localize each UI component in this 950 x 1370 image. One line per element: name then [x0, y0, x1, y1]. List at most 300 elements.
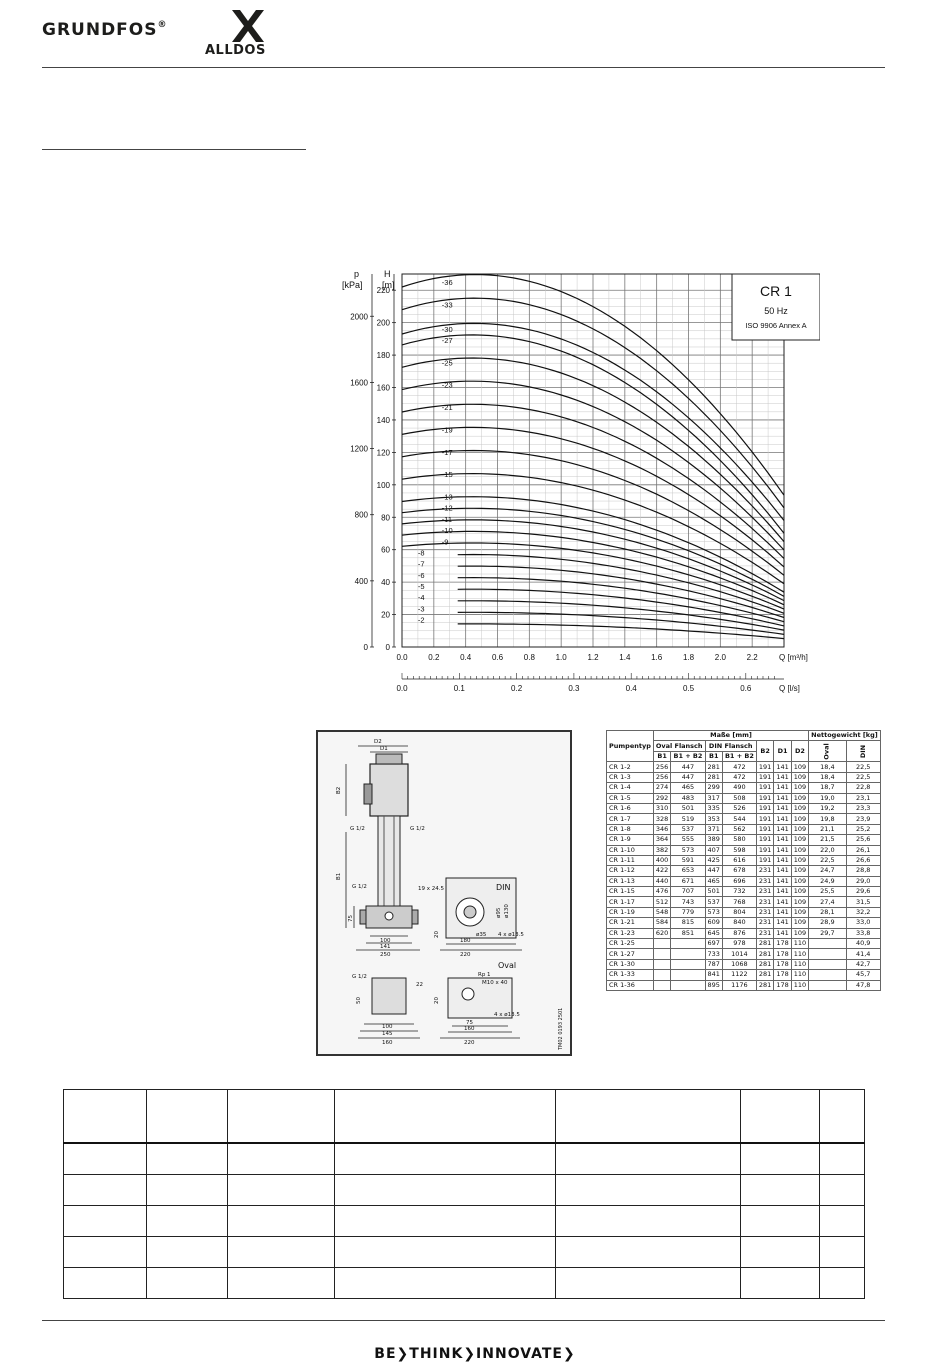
value-cell: 292	[653, 793, 671, 803]
svg-text:100: 100	[382, 1024, 393, 1030]
svg-text:D2: D2	[374, 739, 382, 745]
value-cell: 787	[705, 959, 722, 969]
value-cell: 45,7	[846, 970, 880, 980]
col-oval-b1: B1	[653, 751, 671, 762]
h-tick-label: 200	[376, 318, 390, 328]
value-cell: 490	[722, 783, 756, 793]
h-axis-label: H	[384, 269, 391, 279]
h-axis-unit: [m]	[382, 280, 395, 290]
col-d1: D1	[774, 741, 791, 762]
value-cell: 508	[722, 793, 756, 803]
value-cell: 24,9	[809, 876, 846, 886]
value-cell: 141	[774, 835, 791, 845]
pump-type-cell: CR 1-2	[607, 762, 654, 772]
value-cell	[671, 970, 705, 980]
value-cell: 573	[671, 845, 705, 855]
value-cell: 109	[791, 866, 808, 876]
series-label-12: -12	[441, 503, 453, 513]
svg-text:20: 20	[434, 997, 440, 1004]
value-cell: 804	[722, 907, 756, 917]
value-cell: 191	[756, 772, 773, 782]
x2-tick-label: 0.0	[396, 684, 408, 693]
p-tick-label: 2000	[350, 312, 368, 322]
value-cell: 609	[705, 918, 722, 928]
svg-text:141: 141	[380, 944, 391, 950]
value-cell: 616	[722, 855, 756, 865]
value-cell	[671, 949, 705, 959]
value-cell: 281	[756, 949, 773, 959]
chart-subtitle: 50 Hz	[764, 306, 788, 316]
svg-text:160: 160	[382, 1040, 393, 1046]
dimensions-table	[606, 730, 881, 991]
series-label-3: -3	[417, 604, 425, 614]
value-cell: 335	[705, 803, 722, 813]
value-cell: 31,5	[846, 897, 880, 907]
series-label-5: -5	[417, 582, 425, 592]
value-cell: 25,5	[809, 887, 846, 897]
value-cell: 109	[791, 897, 808, 907]
h-tick-label: 140	[376, 415, 390, 425]
value-cell: 876	[722, 928, 756, 938]
value-cell: 256	[653, 762, 671, 772]
value-cell: 281	[756, 980, 773, 990]
table-row	[607, 949, 881, 959]
value-cell: 141	[774, 783, 791, 793]
footer-rule	[42, 1320, 885, 1321]
value-cell: 109	[791, 835, 808, 845]
svg-text:G 1/2: G 1/2	[352, 884, 367, 890]
svg-text:75: 75	[348, 915, 354, 922]
value-cell: 19,2	[809, 803, 846, 813]
value-cell: 109	[791, 887, 808, 897]
svg-text:ø35: ø35	[476, 932, 487, 938]
value-cell: 41,4	[846, 949, 880, 959]
empty-grid-table	[63, 1089, 865, 1299]
table-row	[607, 939, 881, 949]
value-cell: 110	[791, 939, 808, 949]
col-net-weight: Nettogewicht [kg]	[809, 731, 881, 741]
pump-type-cell: CR 1-9	[607, 835, 654, 845]
value-cell: 32,2	[846, 907, 880, 917]
slogan-be: BE	[374, 1346, 397, 1362]
brand-logo	[42, 20, 168, 40]
value-cell: 519	[671, 814, 705, 824]
value-cell: 400	[653, 855, 671, 865]
value-cell: 47,8	[846, 980, 880, 990]
series-label-19: -19	[441, 425, 453, 435]
value-cell: 27,4	[809, 897, 846, 907]
value-cell: 141	[774, 928, 791, 938]
value-cell: 425	[705, 855, 722, 865]
value-cell: 141	[774, 855, 791, 865]
value-cell: 109	[791, 824, 808, 834]
value-cell	[653, 949, 671, 959]
value-cell: 42,7	[846, 959, 880, 969]
svg-text:180: 180	[460, 938, 471, 944]
value-cell: 109	[791, 814, 808, 824]
svg-text:G 1/2: G 1/2	[352, 974, 367, 980]
value-cell: 231	[756, 907, 773, 917]
svg-text:ø95: ø95	[496, 907, 502, 918]
value-cell: 141	[774, 866, 791, 876]
value-cell: 28,1	[809, 907, 846, 917]
value-cell: 141	[774, 918, 791, 928]
table-row	[607, 918, 881, 928]
value-cell: 110	[791, 959, 808, 969]
x-tick-label: 0.4	[460, 653, 472, 662]
x-tick-label: 2.0	[714, 653, 726, 662]
value-cell: 328	[653, 814, 671, 824]
value-cell	[671, 980, 705, 990]
section-rule	[42, 149, 306, 150]
value-cell: 19,8	[809, 814, 846, 824]
dimension-drawing	[316, 730, 572, 1056]
value-cell: 141	[774, 803, 791, 813]
svg-text:DIN: DIN	[496, 883, 511, 892]
value-cell: 141	[774, 814, 791, 824]
table-row	[607, 855, 881, 865]
svg-text:22: 22	[416, 982, 423, 988]
slogan-innovate: INNOVATE	[476, 1346, 563, 1362]
value-cell: 483	[671, 793, 705, 803]
table-row	[607, 783, 881, 793]
value-cell: 281	[705, 762, 722, 772]
value-cell: 779	[671, 907, 705, 917]
table-row	[607, 959, 881, 969]
value-cell: 22,5	[846, 772, 880, 782]
value-cell: 21,5	[809, 835, 846, 845]
pump-type-cell: CR 1-4	[607, 783, 654, 793]
value-cell: 440	[653, 876, 671, 886]
value-cell: 191	[756, 855, 773, 865]
p-axis-unit: [kPa]	[342, 280, 363, 290]
x-axis-label: Q [m³/h]	[779, 653, 808, 662]
value-cell: 598	[722, 845, 756, 855]
series-label-13: -13	[441, 492, 453, 502]
value-cell: 178	[774, 970, 791, 980]
h-tick-label: 0	[385, 643, 390, 652]
value-cell: 109	[791, 928, 808, 938]
motor-fan-cover	[376, 754, 402, 764]
value-cell: 768	[722, 897, 756, 907]
value-cell: 620	[653, 928, 671, 938]
value-cell: 109	[791, 803, 808, 813]
value-cell: 109	[791, 876, 808, 886]
value-cell: 840	[722, 918, 756, 928]
series-label-11: -11	[441, 514, 453, 524]
value-cell: 18,7	[809, 783, 846, 793]
svg-text:20: 20	[434, 931, 440, 938]
pump-type-cell: CR 1-25	[607, 939, 654, 949]
value-cell: 671	[671, 876, 705, 886]
pump-type-cell: CR 1-3	[607, 772, 654, 782]
value-cell	[671, 959, 705, 969]
svg-text:160: 160	[464, 1026, 475, 1032]
table-row	[607, 762, 881, 772]
x-tick-label: 1.6	[651, 653, 663, 662]
value-cell: 141	[774, 907, 791, 917]
value-cell: 584	[653, 918, 671, 928]
value-cell: 678	[722, 866, 756, 876]
col-b2: B2	[756, 741, 773, 762]
oval-side-view	[372, 978, 406, 1014]
svg-text:250: 250	[380, 952, 391, 958]
p-tick-label: 1200	[350, 444, 368, 454]
pump-type-cell: CR 1-13	[607, 876, 654, 886]
value-cell: 109	[791, 793, 808, 803]
col-oval: Oval	[809, 741, 846, 762]
value-cell: 895	[705, 980, 722, 990]
value-cell: 29,7	[809, 928, 846, 938]
value-cell: 346	[653, 824, 671, 834]
series-label-36: -36	[441, 277, 453, 287]
value-cell: 40,9	[846, 939, 880, 949]
value-cell: 231	[756, 866, 773, 876]
value-cell: 110	[791, 970, 808, 980]
value-cell: 389	[705, 835, 722, 845]
value-cell: 191	[756, 835, 773, 845]
value-cell: 299	[705, 783, 722, 793]
value-cell	[809, 970, 846, 980]
svg-text:220: 220	[460, 952, 471, 958]
svg-text:75: 75	[466, 1020, 473, 1026]
x2-tick-label: 0.5	[682, 684, 695, 693]
table-row	[607, 980, 881, 990]
value-cell: 1014	[722, 949, 756, 959]
table-row	[607, 793, 881, 803]
svg-text:G 1/2: G 1/2	[350, 826, 365, 832]
svg-text:Oval: Oval	[498, 961, 517, 970]
value-cell: 465	[705, 876, 722, 886]
value-cell: 141	[774, 793, 791, 803]
pump-type-cell: CR 1-5	[607, 793, 654, 803]
value-cell: 256	[653, 772, 671, 782]
value-cell: 25,6	[846, 835, 880, 845]
table-row	[607, 887, 881, 897]
value-cell: 19,0	[809, 793, 846, 803]
value-cell: 544	[722, 814, 756, 824]
value-cell: 447	[705, 866, 722, 876]
col-din-flange: DIN Flansch	[705, 741, 756, 752]
value-cell: 548	[653, 907, 671, 917]
value-cell: 109	[791, 855, 808, 865]
svg-text:4 x ø13.5: 4 x ø13.5	[494, 1012, 520, 1018]
chevron-icon: ❯	[396, 1346, 410, 1362]
value-cell: 512	[653, 897, 671, 907]
series-label-8: -8	[417, 548, 425, 558]
value-cell: 24,7	[809, 866, 846, 876]
value-cell	[653, 970, 671, 980]
value-cell: 697	[705, 939, 722, 949]
value-cell: 382	[653, 845, 671, 855]
value-cell: 110	[791, 949, 808, 959]
series-label-17: -17	[441, 447, 453, 457]
registered-mark: ®	[157, 20, 168, 30]
p-tick-label: 800	[354, 510, 368, 520]
series-label-10: -10	[441, 526, 453, 536]
value-cell: 109	[791, 845, 808, 855]
x-tick-label: 0.8	[523, 653, 535, 662]
value-cell: 422	[653, 866, 671, 876]
value-cell: 743	[671, 897, 705, 907]
chart-note: ISO 9906 Annex A	[745, 321, 807, 330]
h-tick-label: 60	[381, 545, 390, 555]
x2-tick-label: 0.4	[625, 684, 637, 693]
value-cell: 231	[756, 887, 773, 897]
grundfos-x-icon	[228, 8, 268, 44]
value-cell: 23,3	[846, 803, 880, 813]
value-cell: 476	[653, 887, 671, 897]
value-cell: 178	[774, 939, 791, 949]
series-label-7: -7	[417, 559, 425, 569]
value-cell: 317	[705, 793, 722, 803]
col-oval-b1b2: B1 + B2	[671, 751, 705, 762]
x2-axis-label: Q [l/s]	[779, 684, 800, 693]
value-cell: 851	[671, 928, 705, 938]
svg-text:ø130: ø130	[504, 904, 510, 918]
svg-text:Rp 1: Rp 1	[478, 972, 491, 978]
value-cell: 33,0	[846, 918, 880, 928]
table-row	[607, 876, 881, 886]
table-row	[607, 866, 881, 876]
h-tick-label: 40	[381, 578, 390, 588]
header-rule	[42, 67, 885, 68]
value-cell	[671, 939, 705, 949]
value-cell: 26,6	[846, 855, 880, 865]
value-cell: 28,9	[809, 918, 846, 928]
pump-type-cell: CR 1-19	[607, 907, 654, 917]
value-cell: 18,4	[809, 772, 846, 782]
value-cell: 178	[774, 949, 791, 959]
value-cell: 191	[756, 824, 773, 834]
value-cell	[653, 959, 671, 969]
value-cell: 22,5	[809, 855, 846, 865]
col-din-b1: B1	[705, 751, 722, 762]
table-row	[607, 824, 881, 834]
series-label-21: -21	[441, 403, 453, 413]
value-cell: 22,5	[846, 762, 880, 772]
value-cell: 141	[774, 762, 791, 772]
x-tick-label: 1.2	[587, 653, 599, 662]
value-cell: 707	[671, 887, 705, 897]
svg-text:D1: D1	[380, 746, 388, 752]
pump-type-cell: CR 1-17	[607, 897, 654, 907]
x2-tick-label: 0.1	[453, 684, 465, 693]
pump-type-cell: CR 1-11	[607, 855, 654, 865]
pump-drawing-svg	[318, 732, 570, 1054]
chevron-icon: ❯	[463, 1346, 477, 1362]
value-cell: 22,8	[846, 783, 880, 793]
col-d2: D2	[791, 741, 808, 762]
motor-body	[370, 764, 408, 816]
value-cell: 178	[774, 980, 791, 990]
pump-type-cell: CR 1-6	[607, 803, 654, 813]
value-cell: 281	[756, 939, 773, 949]
value-cell: 274	[653, 783, 671, 793]
value-cell: 732	[722, 887, 756, 897]
value-cell: 18,4	[809, 762, 846, 772]
value-cell: 281	[756, 970, 773, 980]
x2-tick-label: 0.2	[511, 684, 523, 693]
value-cell: 22,0	[809, 845, 846, 855]
value-cell: 447	[671, 772, 705, 782]
x-tick-label: 1.0	[555, 653, 567, 662]
slogan-think: THINK	[409, 1346, 464, 1362]
value-cell: 23,9	[846, 814, 880, 824]
h-tick-label: 160	[376, 383, 390, 393]
value-cell: 141	[774, 876, 791, 886]
value-cell: 231	[756, 928, 773, 938]
value-cell: 696	[722, 876, 756, 886]
svg-text:50: 50	[356, 997, 362, 1004]
series-label-6: -6	[417, 570, 425, 580]
value-cell: 537	[705, 897, 722, 907]
value-cell: 465	[671, 783, 705, 793]
pump-type-cell: CR 1-8	[607, 824, 654, 834]
col-din: DIN	[846, 741, 880, 762]
chart-title: CR 1	[760, 283, 792, 299]
table-row	[607, 970, 881, 980]
pump-type-cell: CR 1-7	[607, 814, 654, 824]
value-cell: 1068	[722, 959, 756, 969]
value-cell: 28,8	[846, 866, 880, 876]
brand-name: GRUNDFOS	[42, 20, 158, 40]
value-cell: 537	[671, 824, 705, 834]
value-cell: 191	[756, 783, 773, 793]
p-tick-label: 1600	[350, 378, 368, 388]
value-cell: 110	[791, 980, 808, 990]
series-label-25: -25	[441, 358, 453, 368]
value-cell: 191	[756, 793, 773, 803]
svg-text:B1: B1	[336, 872, 342, 880]
pump-type-cell: CR 1-30	[607, 959, 654, 969]
chevron-icon: ❯	[562, 1346, 576, 1362]
p-axis-label: p	[354, 269, 360, 279]
table-row	[607, 845, 881, 855]
value-cell: 231	[756, 897, 773, 907]
value-cell: 978	[722, 939, 756, 949]
svg-text:TM02 0193 2501: TM02 0193 2501	[558, 1007, 564, 1050]
value-cell: 364	[653, 835, 671, 845]
h-tick-label: 220	[376, 286, 390, 296]
value-cell: 231	[756, 876, 773, 886]
pump-type-cell: CR 1-10	[607, 845, 654, 855]
h-tick-label: 180	[376, 351, 390, 361]
value-cell	[653, 980, 671, 990]
value-cell	[653, 939, 671, 949]
value-cell	[809, 980, 846, 990]
value-cell: 1122	[722, 970, 756, 980]
h-tick-label: 100	[376, 480, 390, 490]
value-cell: 653	[671, 866, 705, 876]
value-cell: 281	[705, 772, 722, 782]
table-row	[607, 907, 881, 917]
p-tick-label: 400	[354, 576, 368, 586]
value-cell: 591	[671, 855, 705, 865]
value-cell: 447	[671, 762, 705, 772]
svg-text:4 x ø13.5: 4 x ø13.5	[498, 932, 524, 938]
value-cell: 191	[756, 845, 773, 855]
p-tick-label: 0	[363, 643, 368, 652]
h-tick-label: 20	[381, 610, 390, 620]
value-cell: 109	[791, 762, 808, 772]
x-tick-label: 0.0	[396, 653, 408, 662]
value-cell: 1176	[722, 980, 756, 990]
series-label-33: -33	[441, 300, 453, 310]
x2-tick-label: 0.6	[740, 684, 752, 693]
pump-type-cell: CR 1-33	[607, 970, 654, 980]
value-cell: 109	[791, 918, 808, 928]
